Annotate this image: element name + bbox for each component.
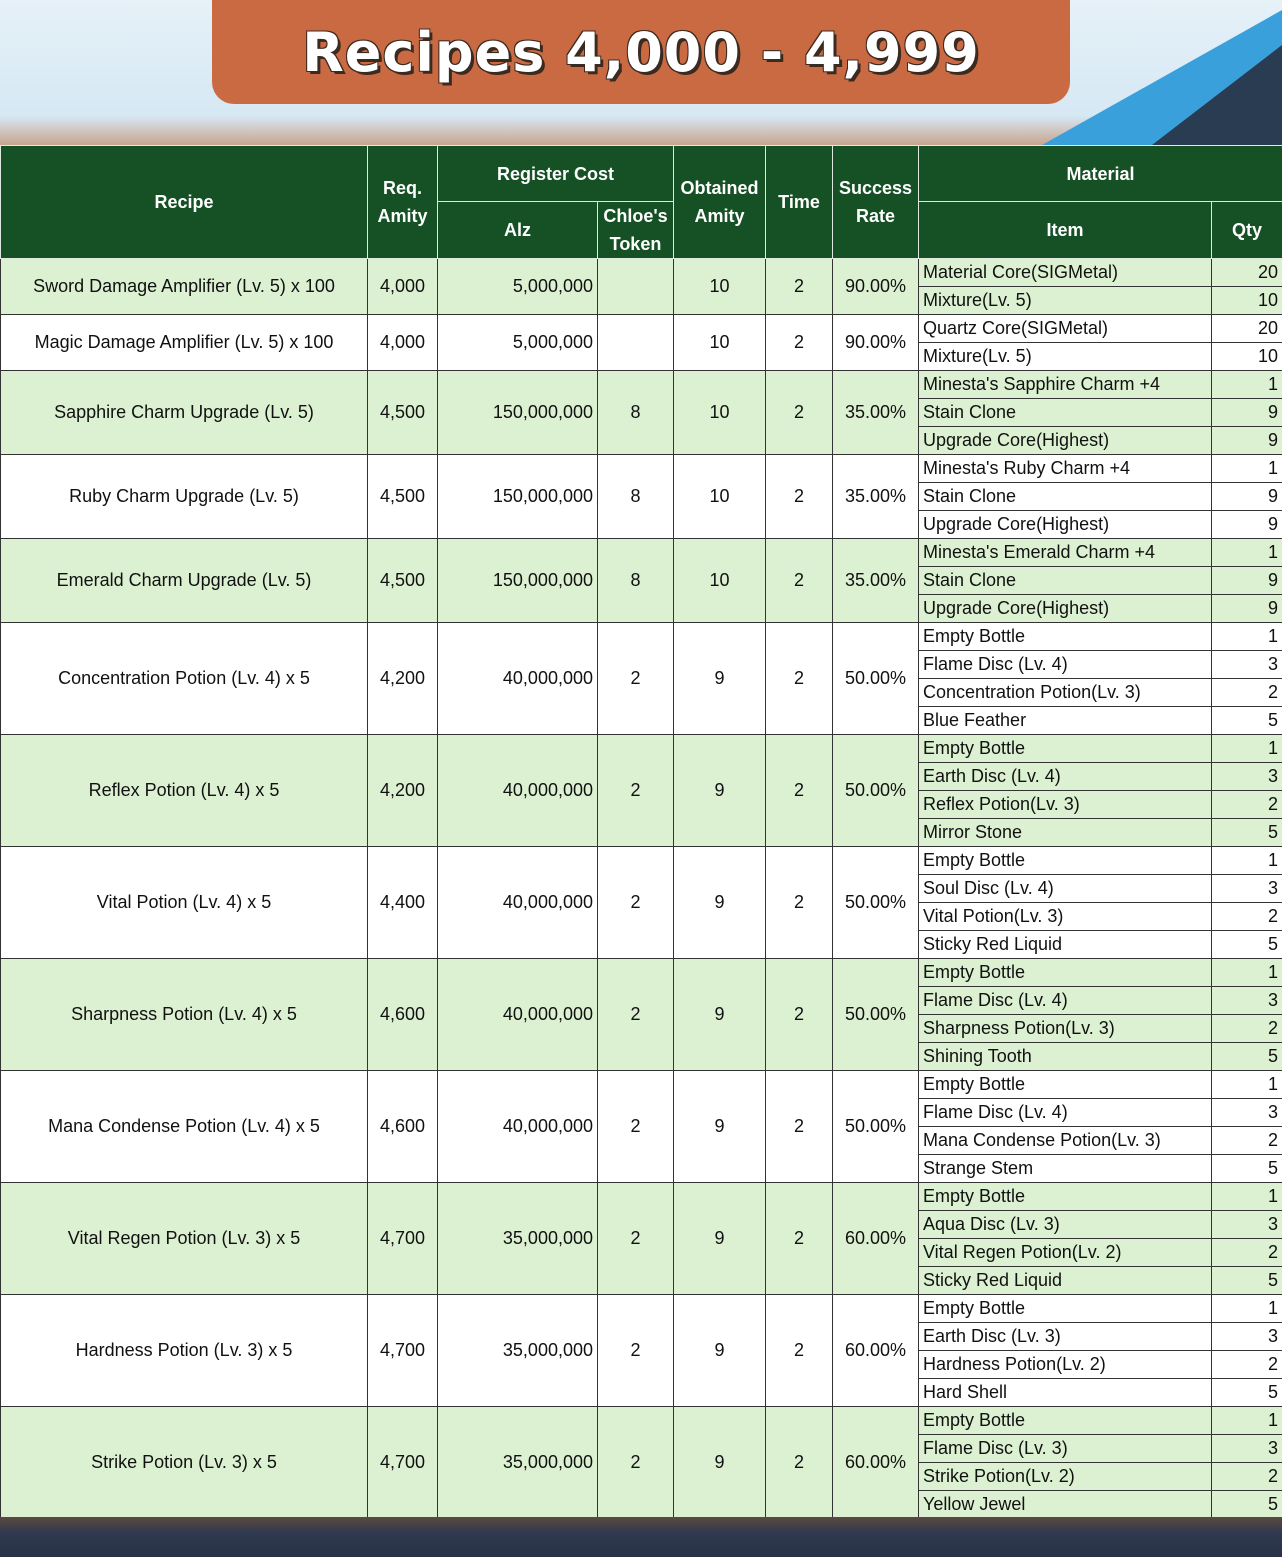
material-item: Flame Disc (Lv. 3) xyxy=(919,1435,1212,1463)
material-qty: 3 xyxy=(1212,1323,1282,1351)
material-item: Soul Disc (Lv. 4) xyxy=(919,875,1212,903)
req-amity: 4,500 xyxy=(368,455,438,539)
material-item: Flame Disc (Lv. 4) xyxy=(919,987,1212,1015)
material-item: Material Core(SIGMetal) xyxy=(919,259,1212,287)
recipe-name: Reflex Potion (Lv. 4) x 5 xyxy=(1,735,368,847)
material-qty: 5 xyxy=(1212,931,1282,959)
table-row xyxy=(1,1183,1282,1211)
material-qty: 2 xyxy=(1212,1015,1282,1043)
material-item: Sharpness Potion(Lv. 3) xyxy=(919,1015,1212,1043)
req-amity: 4,200 xyxy=(368,623,438,735)
req-amity: 4,700 xyxy=(368,1183,438,1295)
material-qty: 3 xyxy=(1212,651,1282,679)
success-rate: 50.00% xyxy=(833,623,919,735)
material-item: Sticky Red Liquid xyxy=(919,1267,1212,1295)
material-item: Empty Bottle xyxy=(919,847,1212,875)
success-rate: 50.00% xyxy=(833,735,919,847)
alz-cost: 40,000,000 xyxy=(438,623,598,735)
time: 2 xyxy=(766,1183,833,1295)
recipe-name: Sword Damage Amplifier (Lv. 5) x 100 xyxy=(1,259,368,315)
material-qty: 2 xyxy=(1212,903,1282,931)
page-title: Recipes 4,000 - 4,999 xyxy=(302,20,980,84)
material-item: Mixture(Lv. 5) xyxy=(919,287,1212,315)
table-row xyxy=(1,539,1282,567)
material-qty: 3 xyxy=(1212,1211,1282,1239)
material-item: Upgrade Core(Highest) xyxy=(919,427,1212,455)
material-qty: 1 xyxy=(1212,623,1282,651)
material-item: Empty Bottle xyxy=(919,959,1212,987)
material-qty: 5 xyxy=(1212,819,1282,847)
obtained-amity: 10 xyxy=(674,315,766,371)
obtained-amity: 10 xyxy=(674,259,766,315)
material-item: Strike Potion(Lv. 2) xyxy=(919,1463,1212,1491)
recipe-name: Vital Regen Potion (Lv. 3) x 5 xyxy=(1,1183,368,1295)
material-qty: 3 xyxy=(1212,987,1282,1015)
table-row xyxy=(1,959,1282,987)
material-qty: 2 xyxy=(1212,791,1282,819)
material-qty: 9 xyxy=(1212,399,1282,427)
material-qty: 9 xyxy=(1212,483,1282,511)
table-header xyxy=(1,146,1282,259)
alz-cost: 150,000,000 xyxy=(438,539,598,623)
material-qty: 10 xyxy=(1212,287,1282,315)
req-amity: 4,000 xyxy=(368,315,438,371)
material-qty: 2 xyxy=(1212,1351,1282,1379)
recipe-name: Sapphire Charm Upgrade (Lv. 5) xyxy=(1,371,368,455)
chloes-token: 8 xyxy=(598,455,674,539)
material-qty: 1 xyxy=(1212,959,1282,987)
chloes-token: 2 xyxy=(598,1295,674,1407)
req-amity: 4,600 xyxy=(368,959,438,1071)
material-qty: 1 xyxy=(1212,539,1282,567)
material-qty: 1 xyxy=(1212,1295,1282,1323)
time: 2 xyxy=(766,455,833,539)
recipe-name: Concentration Potion (Lv. 4) x 5 xyxy=(1,623,368,735)
table-row xyxy=(1,455,1282,483)
time: 2 xyxy=(766,959,833,1071)
chloes-token: 2 xyxy=(598,959,674,1071)
material-item: Flame Disc (Lv. 4) xyxy=(919,651,1212,679)
req-amity: 4,400 xyxy=(368,847,438,959)
chloes-token: 8 xyxy=(598,539,674,623)
obtained-amity: 9 xyxy=(674,1071,766,1183)
table-row xyxy=(1,735,1282,763)
obtained-amity: 9 xyxy=(674,1183,766,1295)
table-row xyxy=(1,1295,1282,1323)
chloes-token: 2 xyxy=(598,623,674,735)
req-amity: 4,700 xyxy=(368,1295,438,1407)
req-amity: 4,600 xyxy=(368,1071,438,1183)
material-item: Upgrade Core(Highest) xyxy=(919,511,1212,539)
alz-cost: 40,000,000 xyxy=(438,959,598,1071)
alz-cost: 5,000,000 xyxy=(438,315,598,371)
material-item: Upgrade Core(Highest) xyxy=(919,595,1212,623)
material-qty: 3 xyxy=(1212,875,1282,903)
material-item: Empty Bottle xyxy=(919,1183,1212,1211)
success-rate: 60.00% xyxy=(833,1295,919,1407)
table-row xyxy=(1,315,1282,343)
table-row xyxy=(1,1071,1282,1099)
chloes-token: 2 xyxy=(598,847,674,959)
time: 2 xyxy=(766,371,833,455)
material-item: Earth Disc (Lv. 3) xyxy=(919,1323,1212,1351)
material-item: Empty Bottle xyxy=(919,735,1212,763)
material-item: Minesta's Sapphire Charm +4 xyxy=(919,371,1212,399)
material-qty: 9 xyxy=(1212,511,1282,539)
time: 2 xyxy=(766,847,833,959)
material-item: Blue Feather xyxy=(919,707,1212,735)
success-rate: 35.00% xyxy=(833,371,919,455)
recipe-name: Strike Potion (Lv. 3) x 5 xyxy=(1,1407,368,1519)
header-time: Time xyxy=(766,146,833,259)
obtained-amity: 10 xyxy=(674,455,766,539)
time: 2 xyxy=(766,1295,833,1407)
material-qty: 3 xyxy=(1212,1435,1282,1463)
footer-band xyxy=(0,1517,1282,1557)
table-row xyxy=(1,371,1282,399)
chloes-token: 2 xyxy=(598,1183,674,1295)
time: 2 xyxy=(766,315,833,371)
recipes-table xyxy=(0,145,1282,1519)
chloes-token: 2 xyxy=(598,1407,674,1519)
material-item: Mixture(Lv. 5) xyxy=(919,343,1212,371)
header-chloes-token: Chloe's Token xyxy=(598,202,674,259)
req-amity: 4,500 xyxy=(368,539,438,623)
alz-cost: 35,000,000 xyxy=(438,1295,598,1407)
material-qty: 9 xyxy=(1212,595,1282,623)
material-item: Stain Clone xyxy=(919,483,1212,511)
material-item: Reflex Potion(Lv. 3) xyxy=(919,791,1212,819)
success-rate: 35.00% xyxy=(833,539,919,623)
alz-cost: 40,000,000 xyxy=(438,1071,598,1183)
alz-cost: 35,000,000 xyxy=(438,1183,598,1295)
material-qty: 1 xyxy=(1212,1071,1282,1099)
alz-cost: 150,000,000 xyxy=(438,371,598,455)
table-row xyxy=(1,1407,1282,1435)
material-qty: 1 xyxy=(1212,847,1282,875)
material-qty: 2 xyxy=(1212,1127,1282,1155)
material-item: Stain Clone xyxy=(919,567,1212,595)
obtained-amity: 9 xyxy=(674,1407,766,1519)
success-rate: 60.00% xyxy=(833,1183,919,1295)
header-material: Material xyxy=(919,146,1282,202)
header-alz: Alz xyxy=(438,202,598,259)
material-item: Vital Potion(Lv. 3) xyxy=(919,903,1212,931)
material-item: Minesta's Emerald Charm +4 xyxy=(919,539,1212,567)
recipe-name: Vital Potion (Lv. 4) x 5 xyxy=(1,847,368,959)
material-qty: 9 xyxy=(1212,567,1282,595)
obtained-amity: 9 xyxy=(674,1295,766,1407)
material-qty: 20 xyxy=(1212,315,1282,343)
material-qty: 5 xyxy=(1212,1155,1282,1183)
material-item: Quartz Core(SIGMetal) xyxy=(919,315,1212,343)
recipe-name: Hardness Potion (Lv. 3) x 5 xyxy=(1,1295,368,1407)
material-qty: 5 xyxy=(1212,1267,1282,1295)
header-obtained-amity: Obtained Amity xyxy=(674,146,766,259)
title-banner xyxy=(212,0,1070,104)
chloes-token: 8 xyxy=(598,371,674,455)
material-qty: 1 xyxy=(1212,371,1282,399)
header-req-amity: Req. Amity xyxy=(368,146,438,259)
material-item: Concentration Potion(Lv. 3) xyxy=(919,679,1212,707)
alz-cost: 150,000,000 xyxy=(438,455,598,539)
material-qty: 5 xyxy=(1212,1043,1282,1071)
table-row xyxy=(1,259,1282,287)
material-qty: 9 xyxy=(1212,427,1282,455)
success-rate: 50.00% xyxy=(833,1071,919,1183)
table-row xyxy=(1,847,1282,875)
material-qty: 2 xyxy=(1212,1463,1282,1491)
material-item: Stain Clone xyxy=(919,399,1212,427)
material-qty: 1 xyxy=(1212,1183,1282,1211)
material-qty: 1 xyxy=(1212,455,1282,483)
req-amity: 4,000 xyxy=(368,259,438,315)
time: 2 xyxy=(766,1071,833,1183)
success-rate: 50.00% xyxy=(833,847,919,959)
material-qty: 2 xyxy=(1212,1239,1282,1267)
recipe-name: Magic Damage Amplifier (Lv. 5) x 100 xyxy=(1,315,368,371)
material-item: Empty Bottle xyxy=(919,1407,1212,1435)
table-body xyxy=(1,259,1282,1519)
material-qty: 5 xyxy=(1212,1491,1282,1519)
recipe-name: Emerald Charm Upgrade (Lv. 5) xyxy=(1,539,368,623)
obtained-amity: 9 xyxy=(674,847,766,959)
time: 2 xyxy=(766,539,833,623)
table-row xyxy=(1,623,1282,651)
header-qty: Qty xyxy=(1212,202,1282,259)
material-qty: 1 xyxy=(1212,735,1282,763)
alz-cost: 35,000,000 xyxy=(438,1407,598,1519)
time: 2 xyxy=(766,735,833,847)
material-item: Flame Disc (Lv. 4) xyxy=(919,1099,1212,1127)
alz-cost: 5,000,000 xyxy=(438,259,598,315)
alz-cost: 40,000,000 xyxy=(438,847,598,959)
material-qty: 1 xyxy=(1212,1407,1282,1435)
material-item: Empty Bottle xyxy=(919,623,1212,651)
material-item: Strange Stem xyxy=(919,1155,1212,1183)
recipe-name: Ruby Charm Upgrade (Lv. 5) xyxy=(1,455,368,539)
material-item: Earth Disc (Lv. 4) xyxy=(919,763,1212,791)
req-amity: 4,700 xyxy=(368,1407,438,1519)
material-item: Mirror Stone xyxy=(919,819,1212,847)
obtained-amity: 10 xyxy=(674,539,766,623)
success-rate: 90.00% xyxy=(833,259,919,315)
material-item: Shining Tooth xyxy=(919,1043,1212,1071)
success-rate: 90.00% xyxy=(833,315,919,371)
material-item: Aqua Disc (Lv. 3) xyxy=(919,1211,1212,1239)
req-amity: 4,500 xyxy=(368,371,438,455)
alz-cost: 40,000,000 xyxy=(438,735,598,847)
obtained-amity: 9 xyxy=(674,959,766,1071)
material-qty: 20 xyxy=(1212,259,1282,287)
material-item: Sticky Red Liquid xyxy=(919,931,1212,959)
success-rate: 50.00% xyxy=(833,959,919,1071)
material-item: Yellow Jewel xyxy=(919,1491,1212,1519)
material-qty: 3 xyxy=(1212,763,1282,791)
obtained-amity: 10 xyxy=(674,371,766,455)
material-qty: 3 xyxy=(1212,1099,1282,1127)
material-qty: 5 xyxy=(1212,707,1282,735)
material-item: Vital Regen Potion(Lv. 2) xyxy=(919,1239,1212,1267)
recipe-name: Mana Condense Potion (Lv. 4) x 5 xyxy=(1,1071,368,1183)
header-recipe: Recipe xyxy=(1,146,368,259)
recipe-name: Sharpness Potion (Lv. 4) x 5 xyxy=(1,959,368,1071)
req-amity: 4,200 xyxy=(368,735,438,847)
time: 2 xyxy=(766,1407,833,1519)
chloes-token: 2 xyxy=(598,735,674,847)
material-qty: 5 xyxy=(1212,1379,1282,1407)
material-qty: 2 xyxy=(1212,679,1282,707)
obtained-amity: 9 xyxy=(674,623,766,735)
time: 2 xyxy=(766,623,833,735)
obtained-amity: 9 xyxy=(674,735,766,847)
time: 2 xyxy=(766,259,833,315)
material-item: Empty Bottle xyxy=(919,1295,1212,1323)
material-item: Hard Shell xyxy=(919,1379,1212,1407)
material-item: Minesta's Ruby Charm +4 xyxy=(919,455,1212,483)
header-success-rate: Success Rate xyxy=(833,146,919,259)
chloes-token xyxy=(598,315,674,371)
success-rate: 60.00% xyxy=(833,1407,919,1519)
material-item: Hardness Potion(Lv. 2) xyxy=(919,1351,1212,1379)
header-item: Item xyxy=(919,202,1212,259)
header-register-cost: Register Cost xyxy=(438,146,674,202)
success-rate: 35.00% xyxy=(833,455,919,539)
material-item: Mana Condense Potion(Lv. 3) xyxy=(919,1127,1212,1155)
chloes-token xyxy=(598,259,674,315)
material-qty: 10 xyxy=(1212,343,1282,371)
chloes-token: 2 xyxy=(598,1071,674,1183)
material-item: Empty Bottle xyxy=(919,1071,1212,1099)
